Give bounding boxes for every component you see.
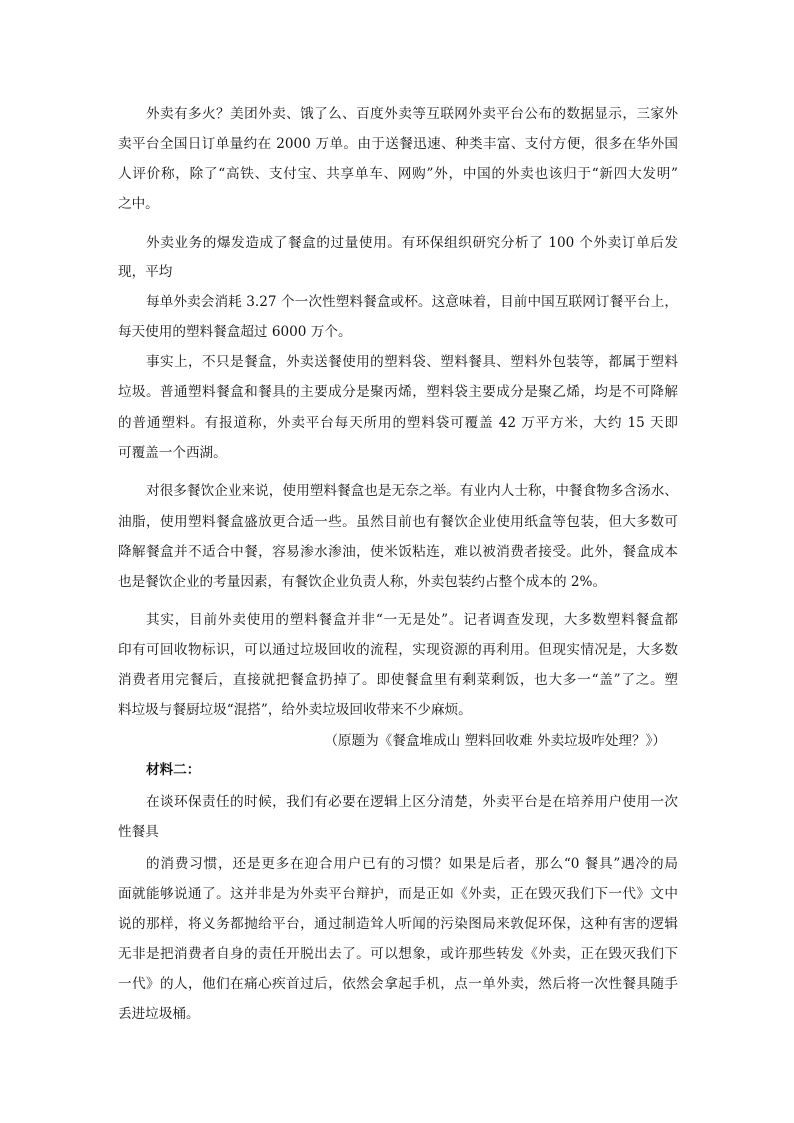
p5-line-3: 降解餐盒并不适合中餐，容易渗水渗油，使米饭粘连，难以被消费者接受。此外，餐盒成本 (118, 544, 678, 560)
p3-line-1: 每单外卖会消耗 3.27 个一次性塑料餐盒或杯。这意味着，目前中国互联网订餐平台上， (146, 294, 678, 310)
p4-line-1: 事实上，不只是餐盒，外卖送餐使用的塑料袋、塑料餐具、塑料外包装等，都属于塑料 (146, 354, 678, 370)
p1-line-2: 卖平台全国日订单量约在 2000 万单。由于送餐迅速、种类丰富、支付方便，很多在华外国 (118, 136, 678, 152)
p6-line-3: 消费者用完餐后，直接就把餐盒扔掉了。即使餐盒里有剩菜剩饭，也大多一“盖”了之。塑 (118, 672, 678, 688)
p4-line-4: 可覆盖一个西湖。 (118, 445, 227, 461)
p2-line-2: 现，平均 (118, 264, 173, 280)
p1-line-1: 外卖有多火？美团外卖、饿了么、百度外卖等互联网外卖平台公布的数据显示，三家外 (146, 106, 678, 122)
p3-line-2: 每天使用的塑料餐盒超过 6000 万个。 (118, 324, 352, 340)
p5-line-4: 也是餐饮企业的考量因素，有餐饮企业负责人称，外卖包装约占整个成本的 2%。 (118, 574, 607, 590)
p5-line-2: 油脂，使用塑料餐盒盛放更合适一些。虽然目前也有餐饮企业使用纸盒等包装，但大多数可 (118, 514, 678, 530)
m2-p2-line-1: 的消费习惯，还是更多在迎合用户已有的习惯？如果是后者，那么“0 餐具”遇冷的局 (146, 856, 678, 872)
p2-line-1: 外卖业务的爆发造成了餐盒的过量使用。有环保组织研究分析了 100 个外卖订单后发 (146, 235, 678, 251)
m2-p2-line-4: 无非是把消费者自身的责任开脱出去了。可以想象，或许那些转发《外卖，正在毁灭我们下 (118, 946, 678, 962)
p5-line-1: 对很多餐饮企业来说，使用塑料餐盒也是无奈之举。有业内人士称，中餐食物多含汤水、 (146, 483, 678, 499)
m2-p2-line-3: 说的那样，将义务都抛给平台，通过制造耸人听闻的污染图局来敦促环保，这种有害的逻辑 (118, 916, 678, 932)
p4-line-2: 垃圾。普通塑料餐盒和餐具的主要成分是聚丙烯，塑料袋主要成分是聚乙烯，均是不可降解 (118, 384, 678, 400)
p1-line-3: 人评价称，除了“高铁、支付宝、共享单车、网购”外，中国的外卖也该归于“新四大发明” (118, 166, 678, 182)
p1-line-4: 之中。 (118, 196, 159, 212)
p6-line-1: 其实，目前外卖使用的塑料餐盒并非“一无是处”。记者调查发现，大多数塑料餐盒都 (146, 612, 678, 628)
p4-line-3: 的普通塑料。有报道称，外卖平台每天所用的塑料袋可覆盖 42 万平方米，大约 15 天即 (118, 415, 678, 431)
source-note: （原题为《餐盒堆成山 塑料回收难 外卖垃圾咋处理？》） (324, 733, 666, 749)
m2-p1-line-1: 在谈环保责任的时候，我们有必要在逻辑上区分清楚，外卖平台是在培养用户使用一次 (146, 794, 678, 810)
m2-p2-line-5: 一代》的人，他们在痛心疾首过后，依然会拿起手机，点一单外卖，然后将一次性餐具随手 (118, 976, 678, 992)
m2-p2-line-6: 丢进垃圾桶。 (118, 1006, 200, 1022)
p6-line-4: 料垃圾与餐厨垃圾“混搭”，给外卖垃圾回收带来不少麻烦。 (118, 702, 472, 718)
m2-p1-line-2: 性餐具 (118, 824, 159, 840)
m2-p2-line-2: 面就能够说通了。这并非是为外卖平台辩护，而是正如《外卖，正在毁灭我们下一代》文中 (118, 886, 678, 902)
p6-line-2: 印有可回收物标识，可以通过垃圾回收的流程，实现资源的再利用。但现实情况是，大多数 (118, 642, 678, 658)
material-two-heading: 材料二： (146, 762, 201, 778)
